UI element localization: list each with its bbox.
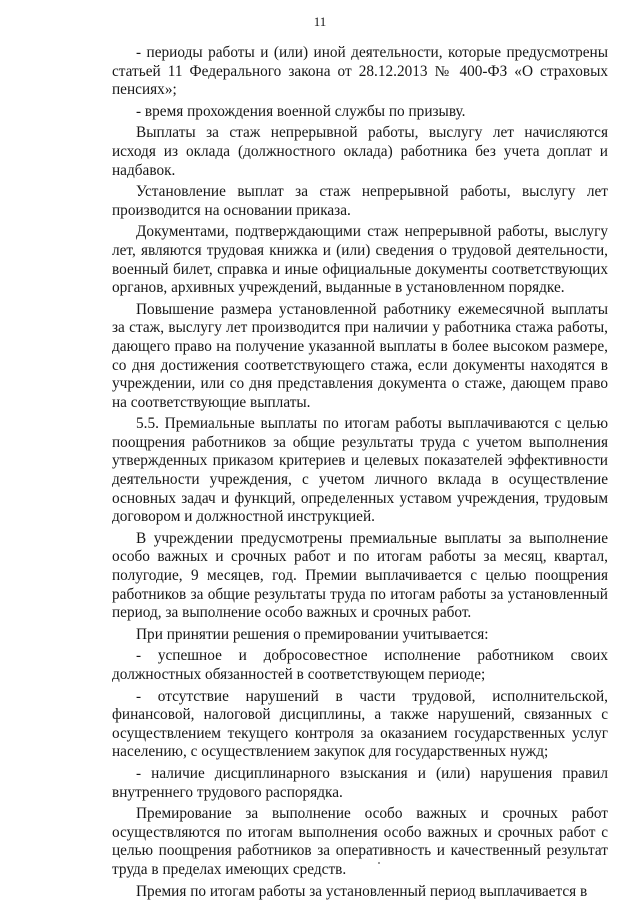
paragraph: При принятии решения о премировании учитывается: bbox=[136, 625, 489, 643]
paragraph: Премия по итогам работы за установленный период выплачивается в bbox=[136, 882, 588, 900]
paragraph: Повышение размера установленной работнику ежемесячной выплаты за стаж, выслугу лет производится при наличии у работника стажа работы, дающего право на получение указанной выплаты в более высоком размере, со дня достижения соответствующего стажа, если документы находятся в учреждении, или со дня представления документа о стаже, дающем право на соответствующие выплаты. bbox=[112, 300, 608, 411]
paragraph: Документами, подтверждающими стаж непрерывной работы, выслугу лет, являются трудовая книжка и (или) сведения о трудовой деятельности, военный билет, справка и иные официальные документы соответствующих органов, архивных учреждений, выданные в установленном порядке. bbox=[112, 223, 608, 297]
scan-speck bbox=[378, 862, 380, 864]
paragraph: - успешное и добросовестное исполнение работником своих должностных обязанностей в соответствующем периоде; bbox=[112, 647, 608, 683]
paragraph: - время прохождения военной службы по призыву. bbox=[136, 102, 466, 120]
paragraph: Установление выплат за стаж непрерывной работы, выслугу лет производится на основании приказа. bbox=[112, 183, 608, 219]
paragraph: - периоды работы и (или) иной деятельности, которые предусмотрены статьей 11 Федерального закона от 28.12.2013 № 400-ФЗ «О страховых пенсиях»; bbox=[112, 44, 608, 99]
paragraph: - отсутствие нарушений в части трудовой, исполнительской, финансовой, налоговой дисциплины, а также нарушений, связанных с осуществлением текущего контроля за оказанием государственных услуг населению, с осуществлением закупок для государственных нужд; bbox=[112, 687, 608, 761]
paragraph: Выплаты за стаж непрерывной работы, выслугу лет начисляются исходя из оклада (должностного оклада) работника без учета доплат и надбавок. bbox=[112, 124, 608, 179]
paragraph: Премирование за выполнение особо важных и срочных работ осуществляются по итогам выполнения особо важных и срочных работ с целью поощрения работников за оперативность и качественный результат труда в пределах имеющих средств. bbox=[112, 805, 608, 878]
paragraph: В учреждении предусмотрены премиальные выплаты за выполнение особо важных и срочных работ и по итогам работы за месяц, квартал, полугодие, 9 месяцев, год. Премии выплачивается с целью поощрения работников за общие результаты труда по итогам работы за установленный период, за выполнение особо важных и срочных работ. bbox=[112, 529, 608, 622]
document-body bbox=[112, 44, 608, 904]
paragraph: - наличие дисциплинарного взыскания и (или) нарушения правил внутреннего трудового распорядка. bbox=[112, 764, 608, 801]
page-number: 11 bbox=[313, 14, 327, 29]
paragraph: 5.5. Премиальные выплаты по итогам работы выплачиваются с целью поощрения работников за общие результаты труда с учетом выполнения утвержденных приказом критериев и целевых показателей эффективности деятельности учреждения, с учетом личного вклада в осуществление основных задач и функций, определенных уставом учреждения, трудовым договором и должностной инструкцией. bbox=[112, 415, 608, 526]
